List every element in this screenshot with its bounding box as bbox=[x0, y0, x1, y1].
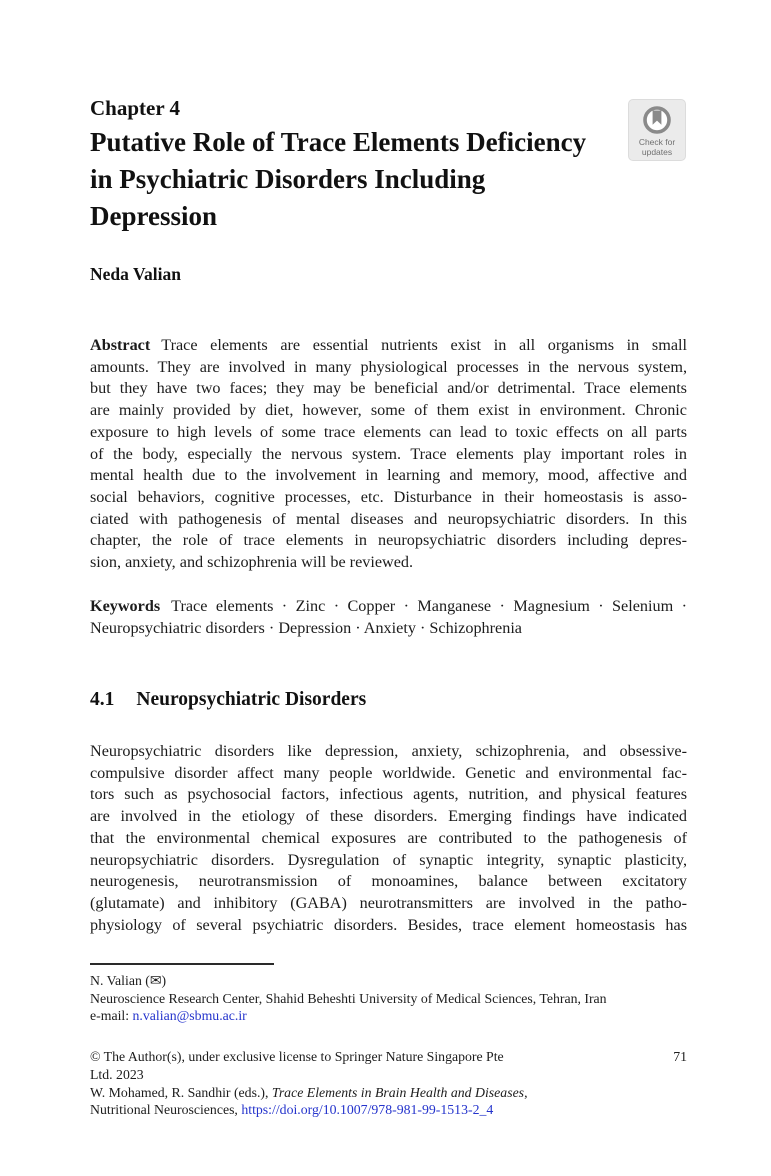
check-for-updates-badge[interactable] bbox=[628, 99, 686, 161]
text-line: amounts. They are involved in many physiological processes in the nervous system, bbox=[90, 357, 687, 376]
text-line: are involved in the etiology of these disorders. Emerging findings have indicated bbox=[90, 807, 687, 826]
body-lines bbox=[90, 741, 687, 936]
text-line: social behaviors, cognitive processes, etc. Disturbance in their homeostasis is asso- bbox=[90, 487, 687, 506]
doi-link[interactable]: https://doi.org/10.1007/978-981-99-1513-2_4 bbox=[241, 1102, 494, 1118]
footnote-block bbox=[90, 972, 687, 1025]
text-line: compulsive disorder affect many people worldwide. Genetic and environmental fac- bbox=[90, 763, 687, 782]
crossmark-bookmark-icon bbox=[642, 105, 672, 135]
text-line: neurogenesis, neurotransmission of monoamines, balance between excitatory bbox=[90, 872, 687, 891]
editors-line bbox=[90, 1084, 687, 1102]
chapter-label: Chapter 4 bbox=[90, 96, 181, 120]
text-line: tors such as psychosocial factors, infectious agents, nutrition, and physical features bbox=[90, 785, 687, 804]
footnote-affiliation: Neuroscience Research Center, Shahid Beheshti University of Medical Sciences, Tehran, Iran bbox=[90, 990, 607, 1006]
abstract-label: Abstract bbox=[90, 336, 151, 354]
copyright-line1-row bbox=[90, 1048, 687, 1066]
section-number: 4.1 bbox=[90, 689, 115, 710]
text-line: that the environmental chemical exposures are contributed to the pathogenesis of bbox=[90, 828, 687, 847]
abstract-first-line-text: Trace elements are essential nutrients exist in all organisms in small bbox=[161, 336, 687, 354]
text-line: Neuropsychiatric disorders like depression, anxiety, schizophrenia, and obsessive- bbox=[90, 742, 687, 760]
chapter-title-line: Putative Role of Trace Elements Deficiency bbox=[90, 127, 587, 157]
copyright-line2: Ltd. 2023 bbox=[90, 1066, 144, 1082]
copyright-line1: © The Author(s), under exclusive license to Springer Nature Singapore Pte bbox=[90, 1049, 504, 1064]
badge-label-line2: updates bbox=[641, 147, 673, 157]
text-line: sion, anxiety, and schizophrenia will be reviewed. bbox=[90, 553, 414, 572]
series-prefix: Nutritional Neurosciences, bbox=[90, 1102, 242, 1118]
text-line: physiology of several psychiatric disorders. Besides, trace element homeostasis has bbox=[90, 915, 687, 934]
doi-line bbox=[90, 1101, 687, 1119]
section-heading bbox=[90, 689, 366, 711]
text-line: ciated with pathogenesis of mental diseases and neuropsychiatric disorders. In this bbox=[90, 509, 687, 528]
keywords-first-line bbox=[90, 596, 687, 618]
text-line: exposure to high levels of some trace elements can lead to toxic effects on all parts bbox=[90, 422, 687, 441]
copyright-imprint bbox=[90, 1048, 687, 1119]
keywords-label: Keywords bbox=[90, 597, 161, 615]
keywords-first-line-text: Trace elements · Zinc · Copper · Manganese · Magnesium · Selenium · bbox=[171, 597, 687, 615]
footnote-author: N. Valian (✉) bbox=[90, 973, 167, 988]
abstract-first-line bbox=[90, 335, 687, 357]
abstract-lines bbox=[90, 357, 687, 574]
badge-label bbox=[639, 137, 675, 157]
editors-prefix: W. Mohamed, R. Sandhir (eds.), bbox=[90, 1084, 272, 1100]
section-title: Neuropsychiatric Disorders bbox=[136, 689, 367, 710]
text-line: of the body, especially the nervous system. Trace elements play important roles in bbox=[90, 444, 687, 463]
footnote-divider bbox=[90, 963, 274, 965]
text-line: (glutamate) and inhibitory (GABA) neurotransmitters are involved in the patho- bbox=[90, 893, 687, 912]
editors-suffix: , bbox=[524, 1084, 528, 1100]
text-line: are mainly provided by diet, however, some of them exist in environment. Chronic bbox=[90, 401, 687, 420]
text-line: neuropsychiatric disorders. Dysregulation of synaptic integrity, synaptic plasticity, bbox=[90, 850, 687, 869]
abstract-paragraph bbox=[90, 335, 687, 574]
text-line: mental health due to the involvement in learning and memory, mood, affective and bbox=[90, 466, 687, 485]
chapter-title-line: Depression bbox=[90, 201, 218, 231]
text-line: but they have two faces; they may be beneficial and/or detrimental. Trace elements bbox=[90, 379, 687, 398]
email-label: e-mail: bbox=[90, 1008, 133, 1024]
badge-label-line1: Check for bbox=[638, 137, 676, 147]
email-link[interactable]: n.valian@sbmu.ac.ir bbox=[132, 1008, 247, 1024]
keywords-paragraph bbox=[90, 596, 687, 639]
keywords-second-line: Neuropsychiatric disorders · Depression · Anxiety · Schizophrenia bbox=[90, 618, 522, 637]
book-title: Trace Elements in Brain Health and Diseases bbox=[271, 1084, 525, 1100]
page-number: 71 bbox=[673, 1049, 687, 1064]
author-name: Neda Valian bbox=[90, 264, 181, 284]
footnote-email-line bbox=[90, 1007, 687, 1025]
chapter-title-line: in Psychiatric Disorders Including bbox=[90, 164, 486, 194]
body-paragraph bbox=[90, 741, 687, 936]
chapter-title bbox=[90, 124, 635, 235]
text-line: chapter, the role of trace elements in neuropsychiatric disorders including depres- bbox=[90, 531, 687, 550]
